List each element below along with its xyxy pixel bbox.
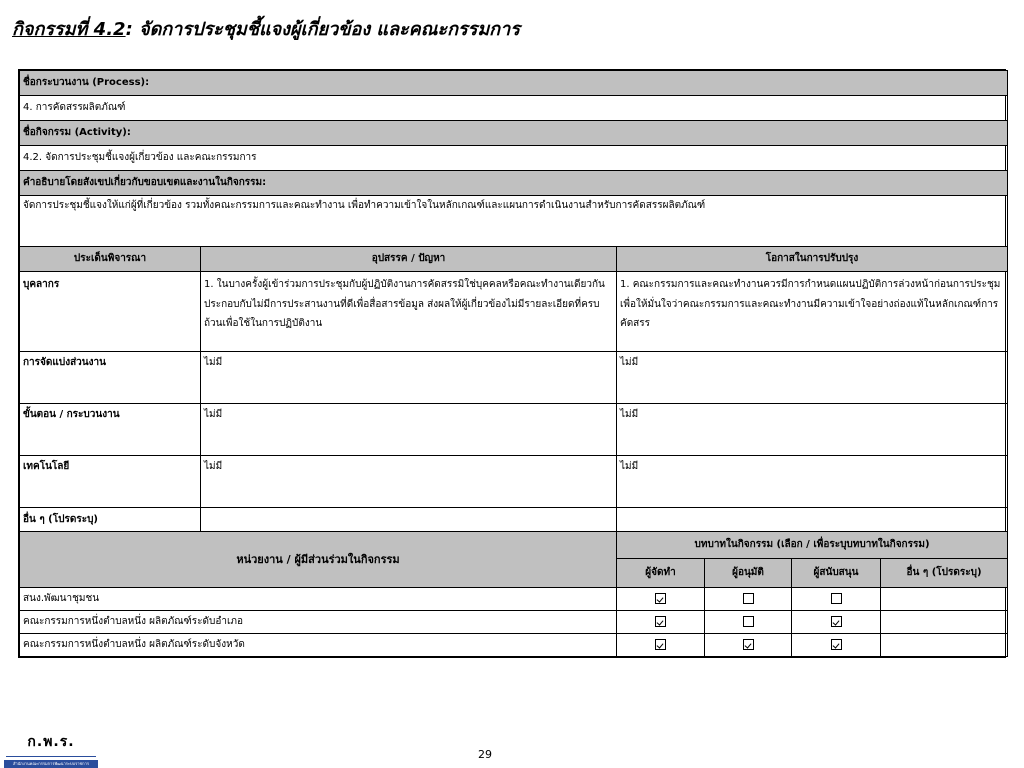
- col-header-problem: อุปสรรค / ปัญหา: [201, 247, 617, 272]
- other-role-cell: [881, 588, 1008, 611]
- supporter-checkbox[interactable]: [831, 616, 842, 627]
- title-text: จัดการประชุมชี้แจงผู้เกี่ยวข้อง และคณะกรรมการ: [132, 19, 520, 40]
- preparer-checkbox[interactable]: [655, 593, 666, 604]
- participant-name: คณะกรรมการหนึ่งตำบลหนึ่ง ผลิตภัณฑ์ระดับอำเภอ: [20, 611, 617, 634]
- participant-name: คณะกรรมการหนึ่งตำบลหนึ่ง ผลิตภัณฑ์ระดับจังหวัด: [20, 634, 617, 657]
- problem-cell: [201, 508, 617, 532]
- opportunity-cell: ไม่มี: [617, 456, 1008, 508]
- activity-value: 4.2. จัดการประชุมชี้แจงผู้เกี่ยวข้อง และคณะกรรมการ: [20, 146, 1008, 171]
- row-label: ขั้นตอน / กระบวนงาน: [20, 404, 201, 456]
- analysis-row: [20, 352, 1008, 404]
- participant-name: สนง.พัฒนาชุมชน: [20, 588, 617, 611]
- col-header-opportunity: โอกาสในการปรับปรุง: [617, 247, 1008, 272]
- opdc-logo: [2, 731, 100, 767]
- roles-header: บทบาทในกิจกรรม (เลือก / เพื่อระบุบทบาทในกิจกรรม): [617, 532, 1008, 559]
- process-label: ชื่อกระบวนงาน (Process):: [20, 71, 1008, 96]
- activity-number: กิจกรรมที่ 4.2: [12, 19, 126, 40]
- page-title: [12, 14, 520, 43]
- row-label: เทคโนโลยี: [20, 456, 201, 508]
- problem-cell: 1. ในบางครั้งผู้เข้าร่วมการประชุมกับผู้ปฏิบัติงานการคัดสรรมิใช่บุคคลหรือคณะทำงานเดียวกัน ประกอบกับไม่มีการประสานงานที่ดีเพื่อสื่อสารข้อมูล ส่งผลให้ผู้เกี่ยวข้องไม่มีรายละเอียดที่ครบถ้วนเพื่อใช้ในการปฏิบัติงาน: [201, 272, 617, 352]
- preparer-checkbox[interactable]: [655, 639, 666, 650]
- description-value: จัดการประชุมชี้แจงให้แก่ผู้ที่เกี่ยวข้อง รวมทั้งคณะกรรมการและคณะทำงาน เพื่อทำความเข้าใจในหลักเกณฑ์และแผนการดำเนินงานสำหรับการคัดสรรผลิตภัณฑ์: [20, 196, 1008, 247]
- problem-cell: ไม่มี: [201, 352, 617, 404]
- row-label: อื่น ๆ (โปรดระบุ): [20, 508, 201, 532]
- analysis-row: [20, 456, 1008, 508]
- role-header-supporter: ผู้สนับสนุน: [792, 559, 881, 588]
- supporter-checkbox[interactable]: [831, 593, 842, 604]
- title-colon: :: [125, 19, 133, 40]
- other-role-cell: [881, 634, 1008, 657]
- approver-checkbox[interactable]: [743, 639, 754, 650]
- role-header-preparer: ผู้จัดทำ: [617, 559, 705, 588]
- approver-checkbox[interactable]: [743, 616, 754, 627]
- description-label: คำอธิบายโดยสังเขปเกี่ยวกับขอบเขตและงานในกิจกรรม:: [20, 171, 1008, 196]
- info-table: [19, 70, 1008, 657]
- preparer-checkbox[interactable]: [655, 616, 666, 627]
- problem-cell: ไม่มี: [201, 456, 617, 508]
- analysis-row: [20, 404, 1008, 456]
- analysis-header-row: [20, 247, 1008, 272]
- role-header-other: อื่น ๆ (โปรดระบุ): [881, 559, 1008, 588]
- logo-divider: [6, 756, 96, 757]
- process-value: 4. การคัดสรรผลิตภัณฑ์: [20, 96, 1008, 121]
- analysis-row: [20, 508, 1008, 532]
- opportunity-cell: ไม่มี: [617, 404, 1008, 456]
- problem-cell: ไม่มี: [201, 404, 617, 456]
- opportunity-cell: [617, 508, 1008, 532]
- participant-row: [20, 588, 1008, 611]
- page-number: 29: [478, 748, 492, 761]
- logo-text: ก.พ.ร.: [27, 734, 75, 750]
- opportunity-cell: 1. คณะกรรมการและคณะทำงานควรมีการกำหนดแผนปฏิบัติการล่วงหน้าก่อนการประชุม เพื่อให้มั่นใจว่าคณะกรรมการและคณะทำงานมีความเข้าใจอย่างถ่องแท้ในหลักเกณฑ์การคัดสรร: [617, 272, 1008, 352]
- participants-label: หน่วยงาน / ผู้มีส่วนร่วมในกิจกรรม: [20, 532, 617, 588]
- col-header-consideration: ประเด็นพิจารณา: [20, 247, 201, 272]
- row-label: บุคลากร: [20, 272, 201, 352]
- roles-header-row: [20, 532, 1008, 559]
- other-role-cell: [881, 611, 1008, 634]
- row-label: การจัดแบ่งส่วนงาน: [20, 352, 201, 404]
- analysis-row: [20, 272, 1008, 352]
- participant-row: [20, 611, 1008, 634]
- activity-label: ชื่อกิจกรรม (Activity):: [20, 121, 1008, 146]
- logo-subtext: สำนักงานคณะกรรมการพัฒนาระบบราชการ: [4, 760, 98, 768]
- role-header-approver: ผู้อนุมัติ: [705, 559, 792, 588]
- activity-form: [18, 69, 1006, 658]
- opportunity-cell: ไม่มี: [617, 352, 1008, 404]
- approver-checkbox[interactable]: [743, 593, 754, 604]
- supporter-checkbox[interactable]: [831, 639, 842, 650]
- participant-row: [20, 634, 1008, 657]
